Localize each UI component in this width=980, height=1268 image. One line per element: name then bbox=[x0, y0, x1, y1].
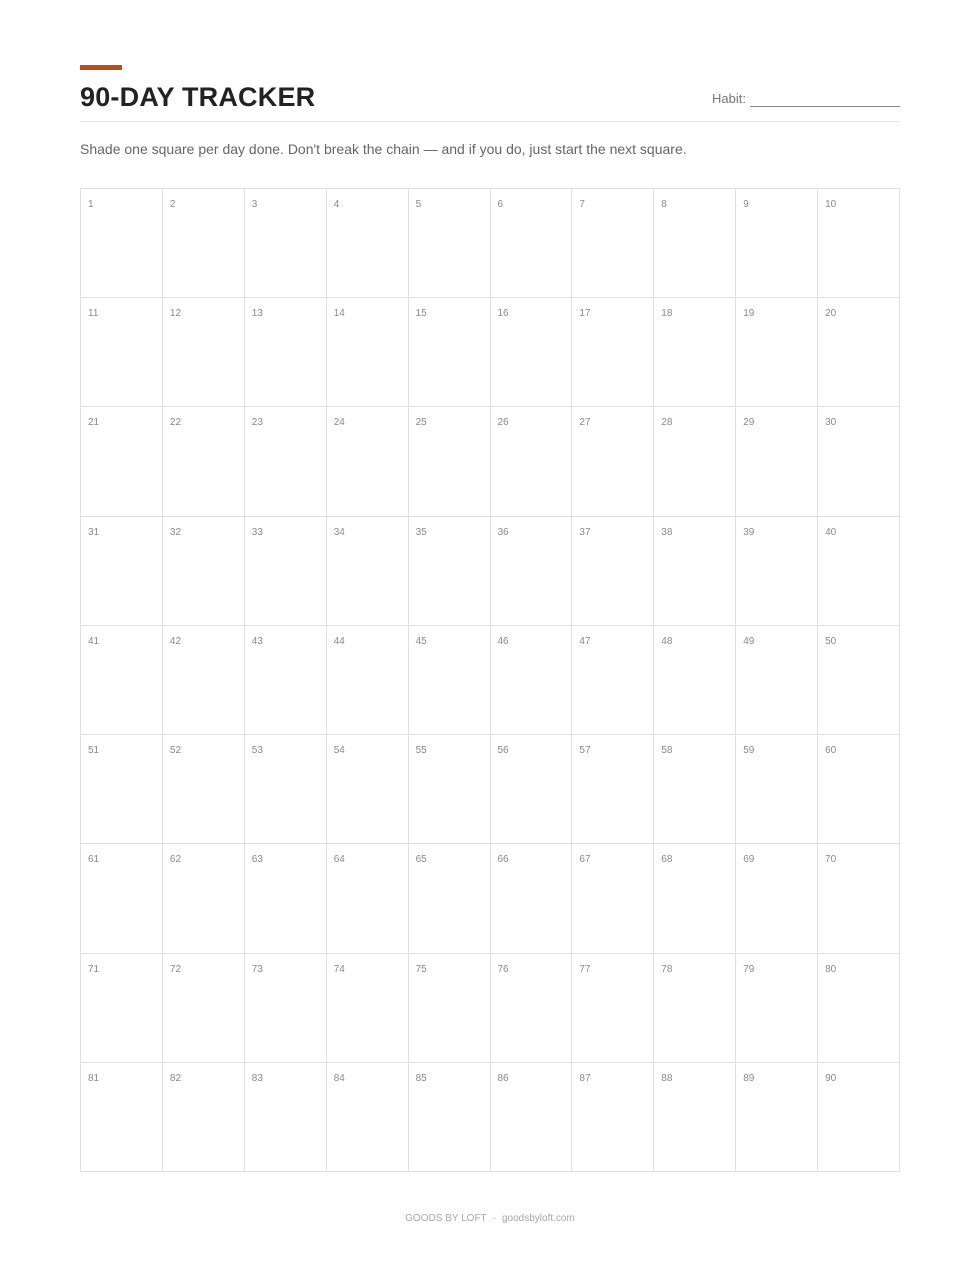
day-square[interactable] bbox=[327, 626, 409, 735]
day-number: 35 bbox=[415, 526, 427, 538]
day-number: 66 bbox=[497, 854, 509, 866]
day-square[interactable] bbox=[654, 954, 736, 1063]
day-number: 89 bbox=[743, 1072, 755, 1084]
day-square[interactable] bbox=[163, 735, 245, 844]
day-square[interactable] bbox=[81, 626, 163, 735]
day-square[interactable] bbox=[409, 517, 491, 626]
day-number: 88 bbox=[661, 1072, 673, 1084]
day-number: 39 bbox=[743, 526, 755, 538]
day-number: 19 bbox=[743, 308, 755, 320]
day-square[interactable] bbox=[491, 626, 573, 735]
day-square[interactable] bbox=[818, 626, 900, 735]
day-square[interactable] bbox=[654, 189, 736, 298]
day-square[interactable] bbox=[163, 189, 245, 298]
day-square[interactable] bbox=[409, 189, 491, 298]
day-number: 50 bbox=[825, 635, 837, 647]
day-number: 23 bbox=[251, 417, 263, 429]
day-number: 6 bbox=[497, 199, 504, 210]
day-number: 46 bbox=[497, 635, 509, 647]
habit-input-line[interactable] bbox=[750, 93, 900, 107]
day-number: 73 bbox=[251, 963, 263, 975]
footer bbox=[0, 1213, 980, 1225]
day-number: 83 bbox=[251, 1072, 263, 1084]
day-square[interactable] bbox=[409, 954, 491, 1063]
day-number: 71 bbox=[88, 963, 100, 975]
day-square[interactable] bbox=[491, 1063, 573, 1172]
day-number: 9 bbox=[743, 199, 749, 210]
day-square[interactable] bbox=[572, 298, 654, 407]
day-number: 82 bbox=[169, 1072, 182, 1084]
day-number: 29 bbox=[743, 417, 755, 429]
day-square[interactable] bbox=[654, 517, 736, 626]
day-square[interactable] bbox=[654, 844, 736, 953]
day-square[interactable] bbox=[409, 407, 491, 516]
day-number: 81 bbox=[88, 1072, 100, 1084]
day-number: 37 bbox=[579, 526, 591, 538]
day-number: 42 bbox=[169, 635, 182, 647]
day-square[interactable] bbox=[163, 1063, 245, 1172]
day-square[interactable] bbox=[327, 189, 409, 298]
day-number: 65 bbox=[415, 854, 427, 866]
day-number: 27 bbox=[579, 417, 591, 429]
day-number: 20 bbox=[825, 308, 837, 320]
day-square[interactable] bbox=[736, 1063, 818, 1172]
day-number: 70 bbox=[825, 854, 837, 866]
day-number: 44 bbox=[333, 635, 345, 647]
day-number: 22 bbox=[169, 417, 182, 429]
day-square[interactable] bbox=[572, 954, 654, 1063]
day-square[interactable] bbox=[245, 1063, 327, 1172]
day-number: 62 bbox=[169, 854, 182, 866]
day-number: 15 bbox=[415, 308, 427, 320]
day-square[interactable] bbox=[736, 626, 818, 735]
day-square[interactable] bbox=[736, 954, 818, 1063]
habit-label: Habit: bbox=[712, 91, 746, 106]
day-square[interactable] bbox=[409, 1063, 491, 1172]
day-square[interactable] bbox=[409, 735, 491, 844]
day-square[interactable] bbox=[736, 407, 818, 516]
day-square[interactable] bbox=[654, 1063, 736, 1172]
day-number: 84 bbox=[333, 1072, 345, 1084]
day-number: 51 bbox=[88, 745, 100, 757]
day-number: 14 bbox=[333, 308, 345, 320]
footer-brand: GOODS BY LOFT bbox=[405, 1213, 487, 1224]
day-square[interactable] bbox=[409, 626, 491, 735]
day-square[interactable] bbox=[163, 517, 245, 626]
day-number: 26 bbox=[497, 417, 509, 429]
day-number: 3 bbox=[251, 199, 258, 210]
accent-bar bbox=[80, 65, 122, 70]
day-number: 13 bbox=[251, 308, 263, 320]
day-square[interactable] bbox=[572, 626, 654, 735]
day-square[interactable] bbox=[245, 735, 327, 844]
day-number: 61 bbox=[88, 854, 100, 866]
day-square[interactable] bbox=[409, 844, 491, 953]
day-number: 25 bbox=[415, 417, 427, 429]
day-number: 21 bbox=[88, 417, 100, 429]
day-number: 55 bbox=[415, 745, 427, 757]
day-square[interactable] bbox=[818, 1063, 900, 1172]
day-number: 63 bbox=[251, 854, 263, 866]
day-square[interactable] bbox=[491, 189, 573, 298]
day-number: 59 bbox=[743, 745, 755, 757]
day-number: 33 bbox=[251, 526, 263, 538]
day-number: 52 bbox=[169, 745, 182, 757]
day-number: 53 bbox=[251, 745, 263, 757]
day-square[interactable] bbox=[491, 517, 573, 626]
day-number: 41 bbox=[88, 635, 100, 647]
day-square[interactable] bbox=[572, 1063, 654, 1172]
day-square[interactable] bbox=[327, 1063, 409, 1172]
day-square[interactable] bbox=[327, 735, 409, 844]
day-number: 7 bbox=[579, 199, 585, 210]
day-number: 87 bbox=[579, 1072, 591, 1084]
day-number: 72 bbox=[169, 963, 182, 975]
day-square[interactable] bbox=[409, 298, 491, 407]
day-square[interactable] bbox=[491, 954, 573, 1063]
day-square[interactable] bbox=[818, 298, 900, 407]
day-number: 56 bbox=[497, 745, 509, 757]
day-square[interactable] bbox=[654, 735, 736, 844]
day-square[interactable] bbox=[245, 844, 327, 953]
day-square[interactable] bbox=[81, 1063, 163, 1172]
day-number: 75 bbox=[415, 963, 427, 975]
day-number: 43 bbox=[251, 635, 263, 647]
day-square[interactable] bbox=[736, 298, 818, 407]
day-number: 2 bbox=[169, 199, 176, 210]
day-number: 64 bbox=[333, 854, 345, 866]
day-square[interactable] bbox=[818, 954, 900, 1063]
day-square[interactable] bbox=[245, 626, 327, 735]
day-number: 69 bbox=[743, 854, 755, 866]
day-number: 54 bbox=[333, 745, 345, 757]
day-square[interactable] bbox=[327, 298, 409, 407]
day-square[interactable] bbox=[572, 844, 654, 953]
day-number: 8 bbox=[661, 199, 667, 210]
day-number: 1 bbox=[88, 199, 94, 210]
day-square[interactable] bbox=[818, 844, 900, 953]
day-square[interactable] bbox=[818, 407, 900, 516]
day-square[interactable] bbox=[654, 298, 736, 407]
day-number: 80 bbox=[825, 963, 837, 975]
day-square[interactable] bbox=[81, 735, 163, 844]
day-square[interactable] bbox=[736, 189, 818, 298]
day-square[interactable] bbox=[572, 407, 654, 516]
day-square[interactable] bbox=[245, 954, 327, 1063]
day-number: 12 bbox=[169, 308, 182, 320]
day-square[interactable] bbox=[245, 189, 327, 298]
day-square[interactable] bbox=[327, 517, 409, 626]
day-square[interactable] bbox=[654, 407, 736, 516]
day-square[interactable] bbox=[327, 954, 409, 1063]
footer-separator: · bbox=[492, 1213, 496, 1224]
day-number: 76 bbox=[497, 963, 509, 975]
day-number: 11 bbox=[88, 308, 99, 320]
day-square[interactable] bbox=[572, 189, 654, 298]
footer-url: goodsbyloft.com bbox=[502, 1213, 575, 1224]
day-square[interactable] bbox=[572, 735, 654, 844]
day-number: 45 bbox=[415, 635, 427, 647]
day-number: 16 bbox=[497, 308, 509, 320]
day-square[interactable] bbox=[818, 517, 900, 626]
day-square[interactable] bbox=[245, 407, 327, 516]
day-square[interactable] bbox=[81, 189, 163, 298]
day-number: 24 bbox=[333, 417, 345, 429]
day-square[interactable] bbox=[245, 517, 327, 626]
day-number: 67 bbox=[579, 854, 591, 866]
day-number: 4 bbox=[333, 199, 340, 210]
day-number: 49 bbox=[743, 635, 755, 647]
day-square[interactable] bbox=[736, 517, 818, 626]
day-number: 77 bbox=[579, 963, 591, 975]
day-tracker-grid bbox=[80, 188, 900, 1172]
day-square[interactable] bbox=[163, 954, 245, 1063]
day-number: 17 bbox=[579, 308, 591, 320]
day-square[interactable] bbox=[491, 407, 573, 516]
page-title: 90-DAY TRACKER bbox=[80, 82, 316, 112]
day-number: 58 bbox=[661, 745, 673, 757]
day-number: 85 bbox=[415, 1072, 427, 1084]
day-number: 38 bbox=[661, 526, 673, 538]
day-square[interactable] bbox=[81, 954, 163, 1063]
day-number: 34 bbox=[333, 526, 345, 538]
day-square[interactable] bbox=[81, 844, 163, 953]
day-square[interactable] bbox=[163, 844, 245, 953]
day-square[interactable] bbox=[818, 735, 900, 844]
day-square[interactable] bbox=[491, 298, 573, 407]
day-square[interactable] bbox=[81, 517, 163, 626]
header-divider bbox=[80, 121, 900, 122]
habit-field[interactable] bbox=[712, 91, 900, 107]
day-number: 36 bbox=[497, 526, 509, 538]
day-number: 32 bbox=[169, 526, 182, 538]
day-square[interactable] bbox=[818, 189, 900, 298]
day-number: 30 bbox=[825, 417, 837, 429]
day-number: 18 bbox=[661, 308, 673, 320]
day-number: 40 bbox=[825, 526, 837, 538]
day-square[interactable] bbox=[736, 735, 818, 844]
day-number: 78 bbox=[661, 963, 673, 975]
day-square[interactable] bbox=[81, 407, 163, 516]
day-square[interactable] bbox=[245, 298, 327, 407]
instructions-text: Shade one square per day done. Don't break the chain — and if you do, just start the next square. bbox=[80, 141, 687, 157]
day-number: 74 bbox=[333, 963, 345, 975]
day-number: 90 bbox=[825, 1072, 837, 1084]
day-square[interactable] bbox=[572, 517, 654, 626]
day-square[interactable] bbox=[736, 844, 818, 953]
day-number: 48 bbox=[661, 635, 673, 647]
day-square[interactable] bbox=[81, 298, 163, 407]
day-square[interactable] bbox=[163, 626, 245, 735]
day-square[interactable] bbox=[327, 407, 409, 516]
day-number: 10 bbox=[825, 199, 837, 210]
day-number: 57 bbox=[579, 745, 591, 757]
day-number: 60 bbox=[825, 745, 837, 757]
day-number: 47 bbox=[579, 635, 591, 647]
day-number: 31 bbox=[88, 526, 100, 538]
day-number: 79 bbox=[743, 963, 755, 975]
day-number: 28 bbox=[661, 417, 673, 429]
day-number: 86 bbox=[497, 1072, 509, 1084]
day-square[interactable] bbox=[491, 844, 573, 953]
day-square[interactable] bbox=[491, 735, 573, 844]
day-square[interactable] bbox=[163, 407, 245, 516]
day-number: 68 bbox=[661, 854, 673, 866]
day-square[interactable] bbox=[327, 844, 409, 953]
day-square[interactable] bbox=[163, 298, 245, 407]
day-square[interactable] bbox=[654, 626, 736, 735]
day-number: 5 bbox=[415, 199, 422, 210]
